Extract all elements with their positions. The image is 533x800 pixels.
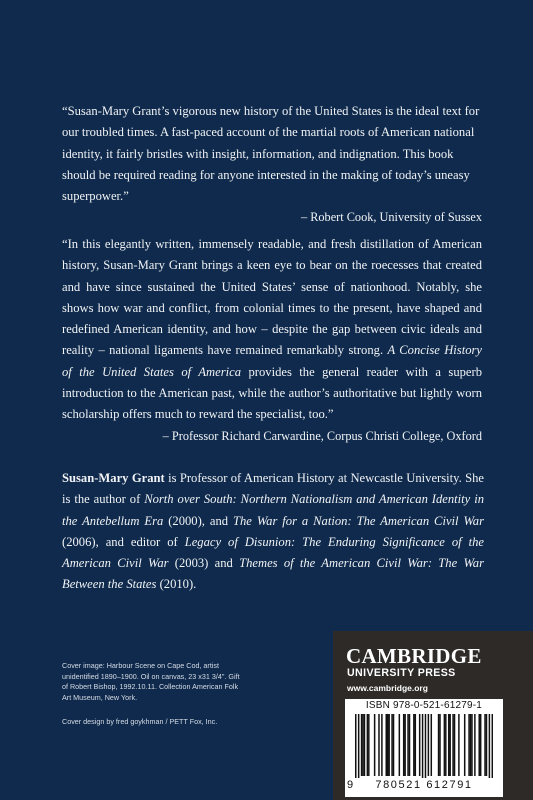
barcode-bar [486, 714, 488, 776]
barcode-bar [368, 714, 370, 776]
barcode-bar [409, 714, 411, 776]
barcode-bar [404, 714, 406, 776]
quote-text-part: “In this elegantly written, immensely readable, and fresh distillation of American history, Susan-Mary Grant brings a keen eye to bear on the roecesses that created and have since sustained the United States’ sense of nationhood. Notably, she shows how war and conflict, from colonial times to the present, have shaped and redefined American identity, and how – despite the gap between civic ideals and reality – national ligaments have remained remarkably strong. [62, 237, 482, 358]
barcode-bars [355, 714, 493, 778]
publisher-subtitle: UNIVERSITY PRESS [347, 667, 456, 679]
barcode-bar [444, 714, 446, 776]
quote-attribution: – Robert Cook, University of Sussex [300, 210, 482, 225]
barcode-bar [358, 714, 360, 778]
bio-text: (2000), and [163, 513, 233, 528]
barcode-bar [367, 714, 369, 776]
barcode-bar [419, 714, 421, 776]
barcode-bar [464, 714, 466, 776]
barcode-bar [480, 714, 482, 776]
barcode-lead-digit: 9 [347, 779, 355, 791]
publisher-logo: CAMBRIDGE [346, 644, 482, 668]
cover-design-credit: Cover design by fred goykhman / PETT Fox, Inc. [62, 717, 218, 726]
barcode-bar [438, 714, 440, 776]
book-title: The War for a Nation: The American Civil War [233, 513, 485, 528]
book-title: Themes of the American Civil War: The War Between the States [62, 556, 484, 592]
barcode-bar [492, 714, 493, 778]
barcode-bar [399, 714, 401, 776]
barcode-bar [478, 714, 480, 776]
book-title: A Concise History of the United States of America [62, 343, 482, 379]
barcode-bar [413, 714, 415, 776]
barcode-bar [474, 714, 476, 776]
barcode-bar [415, 714, 417, 776]
barcode-bar [374, 714, 376, 776]
quote-text [62, 234, 482, 426]
barcode-bar [471, 714, 473, 776]
cover-image-credit: Cover image: Harbour Scene on Cape Cod, artist unidentified 1890–1900. Oil on canvas, 23 x31 3/4". Gift of Robert Bishop, 1992.10.11. Collection American Folk Art Museum, New York. [62, 661, 240, 702]
barcode-bar [454, 714, 456, 776]
bio-text: (2006), and editor of [62, 534, 185, 549]
barcode-bar [448, 714, 450, 776]
bio-text: is Professor of American History at Newcastle University. She is the author of [62, 471, 484, 507]
barcode-bar [439, 714, 441, 776]
author-bio [62, 468, 484, 596]
barcode-bar [364, 714, 366, 776]
barcode-bar [422, 714, 424, 778]
barcode-bar [489, 714, 491, 778]
bio-text: (2003) and [168, 556, 240, 571]
book-title: Legacy of Disunion: The Enduring Significance of the American Civil War [62, 534, 484, 571]
barcode-bar [355, 714, 357, 778]
barcode-bar [378, 714, 380, 776]
publisher-website: www.cambridge.org [347, 683, 428, 693]
barcode-bar [362, 714, 364, 776]
barcode-bar [445, 714, 447, 776]
barcode-bar [387, 714, 389, 776]
quote-text-part: provides the general reader with a superb introduction to the American past, while the author’s authoritative but lightly worn scholarship offers much to reward the specialist, too.” [62, 364, 483, 422]
barcode-bar [407, 714, 409, 776]
isbn-label: ISBN 978-0-521-61279-1 [365, 700, 483, 711]
publisher-panel [333, 631, 533, 800]
barcode-bar [393, 714, 395, 776]
author-name: Susan-Mary Grant [62, 471, 165, 485]
barcode-bar [428, 714, 430, 776]
quote-text: “Susan-Mary Grant’s vigorous new history of the United States is the ideal text for our troubled times. A fast-paced account of the martial roots of American national identity, it fairly bristles with insight, information, and indignation. This book should be required reading for anyone interested in the making of today’s uneasy superpower.” [62, 104, 480, 204]
barcode-bar [388, 714, 390, 776]
barcode-bar [458, 714, 460, 776]
review-quote-2 [62, 234, 482, 447]
barcode-digits: 780521 612791 [375, 779, 473, 791]
quote-attribution: – Professor Richard Carwardine, Corpus Christi College, Oxford [162, 428, 482, 443]
barcode-number [345, 779, 503, 791]
barcode-bar [484, 714, 486, 776]
barcode-bar [468, 714, 470, 776]
barcode-bar [381, 714, 383, 776]
barcode-bar [452, 714, 454, 776]
barcode-bar [361, 714, 363, 776]
barcode-bar [391, 714, 393, 776]
bio-text: (2010). [156, 577, 197, 592]
barcode-bar [403, 714, 405, 776]
barcode-bar [431, 714, 433, 776]
isbn-barcode [345, 699, 503, 797]
review-quote-1 [62, 101, 482, 228]
barcode-bar [449, 714, 451, 776]
book-title: North over South: Northern Nationalism and American Identity in the Antebellum Era [62, 492, 484, 528]
barcode-bar [386, 714, 388, 776]
barcode-bar [470, 714, 472, 776]
barcode-bar [425, 714, 427, 778]
